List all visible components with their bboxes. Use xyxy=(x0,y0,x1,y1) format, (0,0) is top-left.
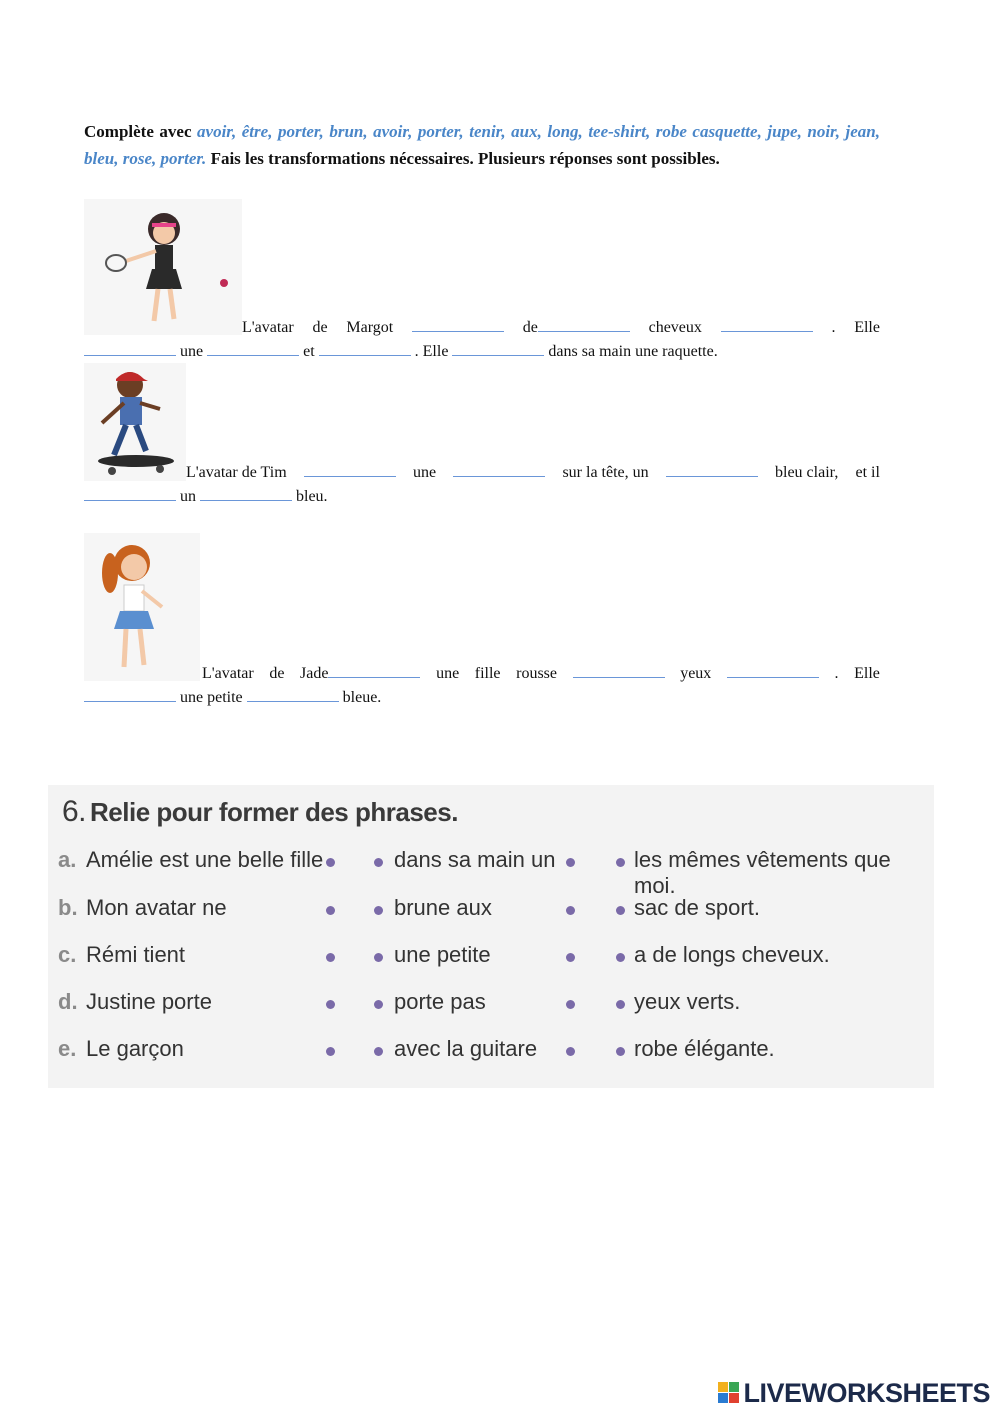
text: Elle xyxy=(854,665,880,682)
text: de xyxy=(269,665,285,682)
row-letter: e. xyxy=(58,1036,77,1061)
tim-line-1 xyxy=(186,461,880,485)
answer-blank[interactable] xyxy=(328,663,420,678)
sentence-middle: une petite xyxy=(394,942,491,967)
instruction-paragraph xyxy=(84,118,880,172)
answer-blank[interactable] xyxy=(319,341,411,356)
row-letter: a. xyxy=(58,847,77,872)
text: bleu. xyxy=(296,488,328,505)
match-dot[interactable] xyxy=(374,953,383,962)
text: cheveux xyxy=(648,319,702,336)
text: de xyxy=(522,319,538,336)
match-dot[interactable] xyxy=(566,953,575,962)
exercise-6-panel xyxy=(48,785,934,1088)
answer-blank[interactable] xyxy=(304,462,396,477)
match-dot[interactable] xyxy=(326,953,335,962)
liveworksheets-logo xyxy=(718,1378,990,1409)
instruction-lead: Complète avec xyxy=(84,122,198,141)
text: L'avatar xyxy=(202,665,254,682)
answer-blank[interactable] xyxy=(666,462,758,477)
margot-avatar-image xyxy=(84,199,242,335)
answer-blank[interactable] xyxy=(84,486,176,501)
answer-blank[interactable] xyxy=(412,317,504,332)
word-bank: avoir, être, porter, brun, avoir, porter, tenir, aux, long, tee-shirt, robe casquette, jupe, noir, jean, bleu, rose, porter. xyxy=(84,122,880,168)
text: bleue. xyxy=(342,689,382,706)
answer-blank[interactable] xyxy=(453,462,545,477)
match-dot[interactable] xyxy=(566,1047,575,1056)
text: . Elle xyxy=(414,343,449,360)
text: Jade xyxy=(300,665,329,682)
sentence-middle: porte pas xyxy=(394,989,486,1014)
row-letter: d. xyxy=(58,989,78,1014)
sentence-end: yeux verts. xyxy=(634,989,741,1014)
segment xyxy=(523,316,630,340)
exercise-title-text: Relie pour former des phrases. xyxy=(90,797,458,827)
sentence-end: les mêmes vêtements que moi. xyxy=(634,847,891,898)
text: sur la tête, un xyxy=(562,464,649,481)
tim-line-2 xyxy=(84,485,328,509)
match-dot[interactable] xyxy=(616,858,625,867)
match-dot[interactable] xyxy=(616,906,625,915)
match-dot[interactable] xyxy=(616,953,625,962)
sentence-end: sac de sport. xyxy=(634,895,760,920)
text: Margot xyxy=(346,319,394,336)
text: . xyxy=(834,665,839,682)
text: et xyxy=(303,343,315,360)
text: une petite xyxy=(180,689,243,706)
text: fille xyxy=(474,665,501,682)
match-row xyxy=(58,942,928,978)
answer-blank[interactable] xyxy=(538,317,630,332)
answer-blank[interactable] xyxy=(452,341,544,356)
text: un xyxy=(180,488,196,505)
sentence-start: Amélie est une belle fille xyxy=(86,847,324,872)
text: une xyxy=(180,343,204,360)
sentence-end: a de longs cheveux. xyxy=(634,942,830,967)
match-dot[interactable] xyxy=(616,1000,625,1009)
sentence-start: Rémi tient xyxy=(86,942,186,967)
row-letter: c. xyxy=(58,942,77,967)
sentence-middle: brune aux xyxy=(394,895,492,920)
jade-line-2 xyxy=(84,686,381,710)
match-dot[interactable] xyxy=(374,906,383,915)
jade-avatar-image xyxy=(84,533,200,681)
match-dot[interactable] xyxy=(566,906,575,915)
jade-line-1 xyxy=(202,662,880,686)
answer-blank[interactable] xyxy=(721,317,813,332)
answer-blank[interactable] xyxy=(207,341,299,356)
text: de xyxy=(312,319,328,336)
sentence-middle: dans sa main un xyxy=(394,847,556,872)
sentence-start: Le garçon xyxy=(86,1036,184,1061)
sentence-middle: avec la guitare xyxy=(394,1036,538,1061)
logo-icon xyxy=(718,1382,740,1404)
answer-blank[interactable] xyxy=(84,341,176,356)
exercise-number: 6. xyxy=(62,795,87,828)
text: et il xyxy=(855,464,880,481)
text: une xyxy=(413,464,437,481)
answer-blank[interactable] xyxy=(200,486,292,501)
match-dot[interactable] xyxy=(374,1000,383,1009)
answer-blank[interactable] xyxy=(573,663,665,678)
segment xyxy=(300,662,420,686)
text: bleu clair, xyxy=(775,464,839,481)
text: L'avatar de Tim xyxy=(186,464,287,481)
match-dot[interactable] xyxy=(374,1047,383,1056)
answer-blank[interactable] xyxy=(727,663,819,678)
match-dot[interactable] xyxy=(326,1000,335,1009)
text: L'avatar xyxy=(242,319,294,336)
answer-blank[interactable] xyxy=(247,687,339,702)
text: une xyxy=(436,665,460,682)
text: Elle xyxy=(854,319,880,336)
sentence-start: Justine porte xyxy=(86,989,212,1014)
sentence-end: robe élégante. xyxy=(634,1036,775,1061)
match-dot[interactable] xyxy=(566,858,575,867)
exercise-6-title xyxy=(62,795,458,829)
match-row xyxy=(58,895,928,931)
instruction-tail: Fais les transformations nécessaires. Plusieurs réponses sont possibles. xyxy=(206,149,720,168)
text: dans sa main une raquette. xyxy=(548,343,718,360)
text: . xyxy=(831,319,836,336)
row-letter: b. xyxy=(58,895,78,920)
match-dot[interactable] xyxy=(326,906,335,915)
answer-blank[interactable] xyxy=(84,687,176,702)
match-dot[interactable] xyxy=(616,1047,625,1056)
text: rousse xyxy=(516,665,558,682)
tim-avatar-image xyxy=(84,363,186,481)
match-dot[interactable] xyxy=(374,858,383,867)
logo-text: LIVEWORKSHEETS xyxy=(743,1378,990,1408)
match-dot[interactable] xyxy=(566,1000,575,1009)
match-row xyxy=(58,989,928,1025)
match-dot[interactable] xyxy=(326,1047,335,1056)
sentence-start: Mon avatar ne xyxy=(86,895,227,920)
match-row xyxy=(58,1036,928,1072)
match-dot[interactable] xyxy=(326,858,335,867)
text: yeux xyxy=(680,665,712,682)
margot-line-1 xyxy=(242,316,880,340)
margot-line-2 xyxy=(84,340,718,364)
match-row xyxy=(58,847,928,898)
